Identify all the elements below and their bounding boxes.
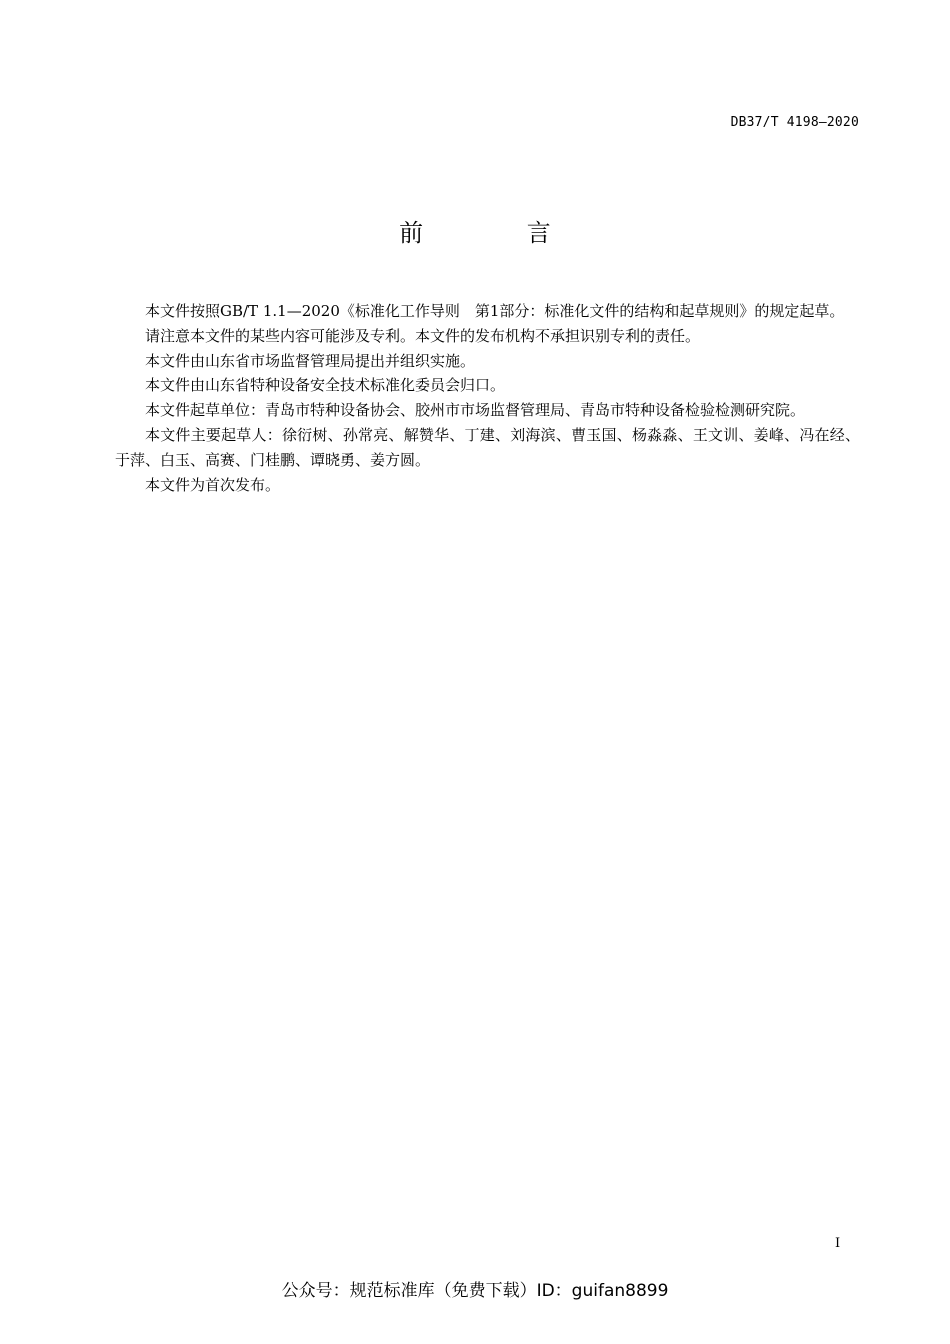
paragraph-first-release: 本文件为首次发布。 bbox=[145, 475, 281, 494]
paragraph-drafting-basis: 本文件按照GB/T 1.1—2020《标准化工作导则 第1部分：标准化文件的结构和起草规则》的规定起草。 bbox=[145, 302, 845, 320]
paragraph-patent-notice: 请注意本文件的某些内容可能涉及专利。本文件的发布机构不承担识别专利的责任。 bbox=[145, 326, 701, 345]
page-title: 前 言 bbox=[399, 219, 599, 247]
page-number: I bbox=[835, 1236, 841, 1251]
paragraph-drafters: 本文件主要起草人：徐衍树、孙常亮、解赞华、丁建、刘海滨、曹玉国、杨淼淼、王文训、姜峰、冯在经、于萍、白玉、高赛、门桂鹏、谭晓勇、姜方圆。 bbox=[115, 425, 860, 469]
paragraph-technical-committee: 本文件由山东省特种设备安全技术标准化委员会归口。 bbox=[145, 376, 506, 395]
paragraph-proposer: 本文件由山东省市场监督管理局提出并组织实施。 bbox=[145, 351, 476, 370]
standard-code: DB37/T 4198—2020 bbox=[730, 115, 859, 130]
watermark-text: 公众号：规范标准库（免费下载）ID：guifan8899 bbox=[281, 1281, 669, 1301]
paragraph-drafting-units: 本文件起草单位：青岛市特种设备协会、胶州市市场监督管理局、青岛市特种设备检验检测研究院。 bbox=[145, 401, 806, 420]
foreword-body bbox=[115, 299, 860, 497]
